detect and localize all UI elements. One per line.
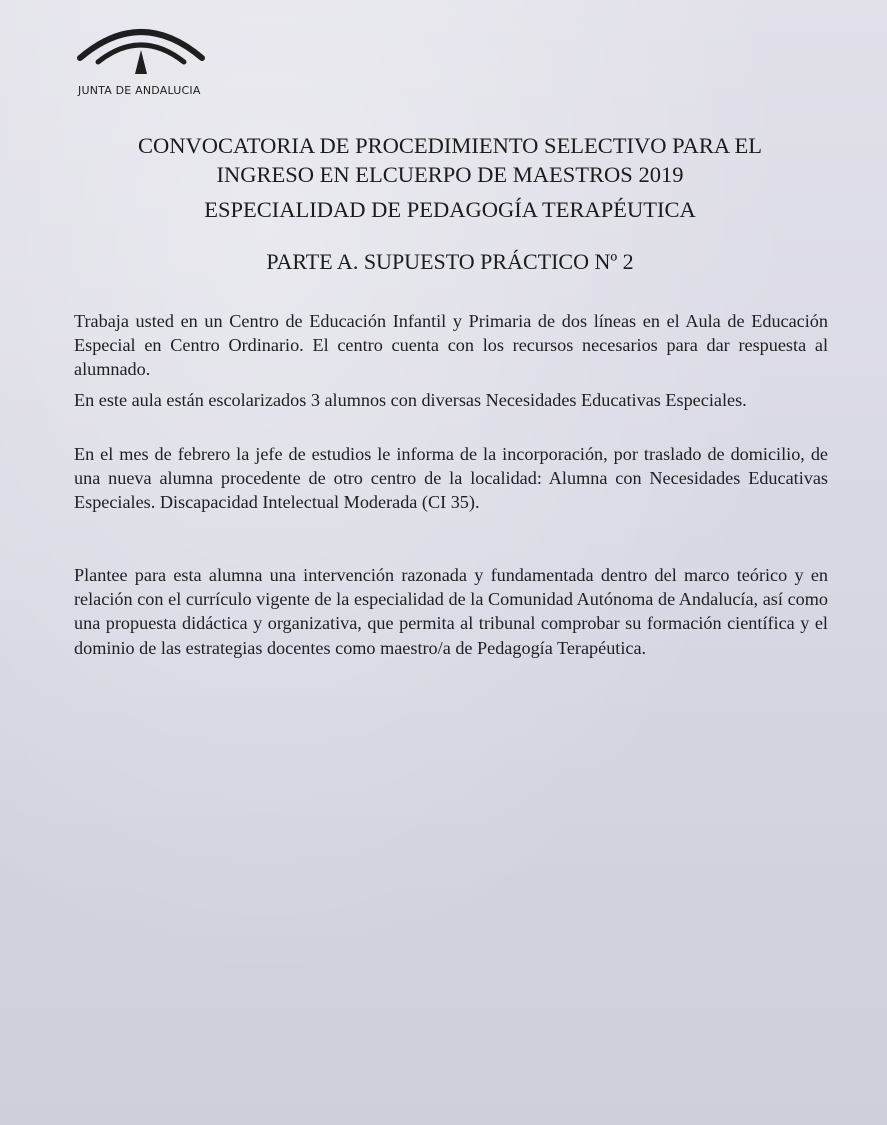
paragraph-classroom: En este aula están escolarizados 3 alumnos con diversas Necesidades Educativas Especiales. [74,390,747,410]
paragraph-task: Plantee para esta alumna una intervención razonada y fundamentada dentro del marco teórico y en relación con el currículo vigente de la especialidad de la Comunidad Autónoma de Andalucía, así como una propuesta didáctica y organizativa, que permita al tribunal comprobar su formación científica y el dominio de las estrategias docentes como maestro/a de Pedagogía Terapéutica. [74,565,828,658]
junta-de-andalucia-logo [76,14,206,104]
arches-emblem-icon [76,14,206,84]
specialty-title: ESPECIALIDAD DE PEDAGOGÍA TERAPÉUTICA [204,197,696,222]
part-title: PARTE A. SUPUESTO PRÁCTICO Nº 2 [266,249,634,274]
title-line-1: CONVOCATORIA DE PROCEDIMIENTO SELECTIVO PARA EL [137,133,762,158]
title-line-2: INGRESO EN ELCUERPO DE MAESTROS 2019 [216,162,684,187]
paragraph-new-student: En el mes de febrero la jefe de estudios le informa de la incorporación, por traslado de domicilio, de una nueva alumna procedente de otro centro de la localidad: Alumna con Necesidades Educativas Especiales. Discapacidad Intelectual Moderada (CI 35). [74,444,828,513]
paragraph-context: Trabaja usted en un Centro de Educación Infantil y Primaria de dos líneas en el Aula de Educación Especial en Centro Ordinario. El centro cuenta con los recursos necesarios para dar respuesta al alumnado. [74,311,828,380]
logo-label: JUNTA DE ANDALUCIA [78,84,201,97]
